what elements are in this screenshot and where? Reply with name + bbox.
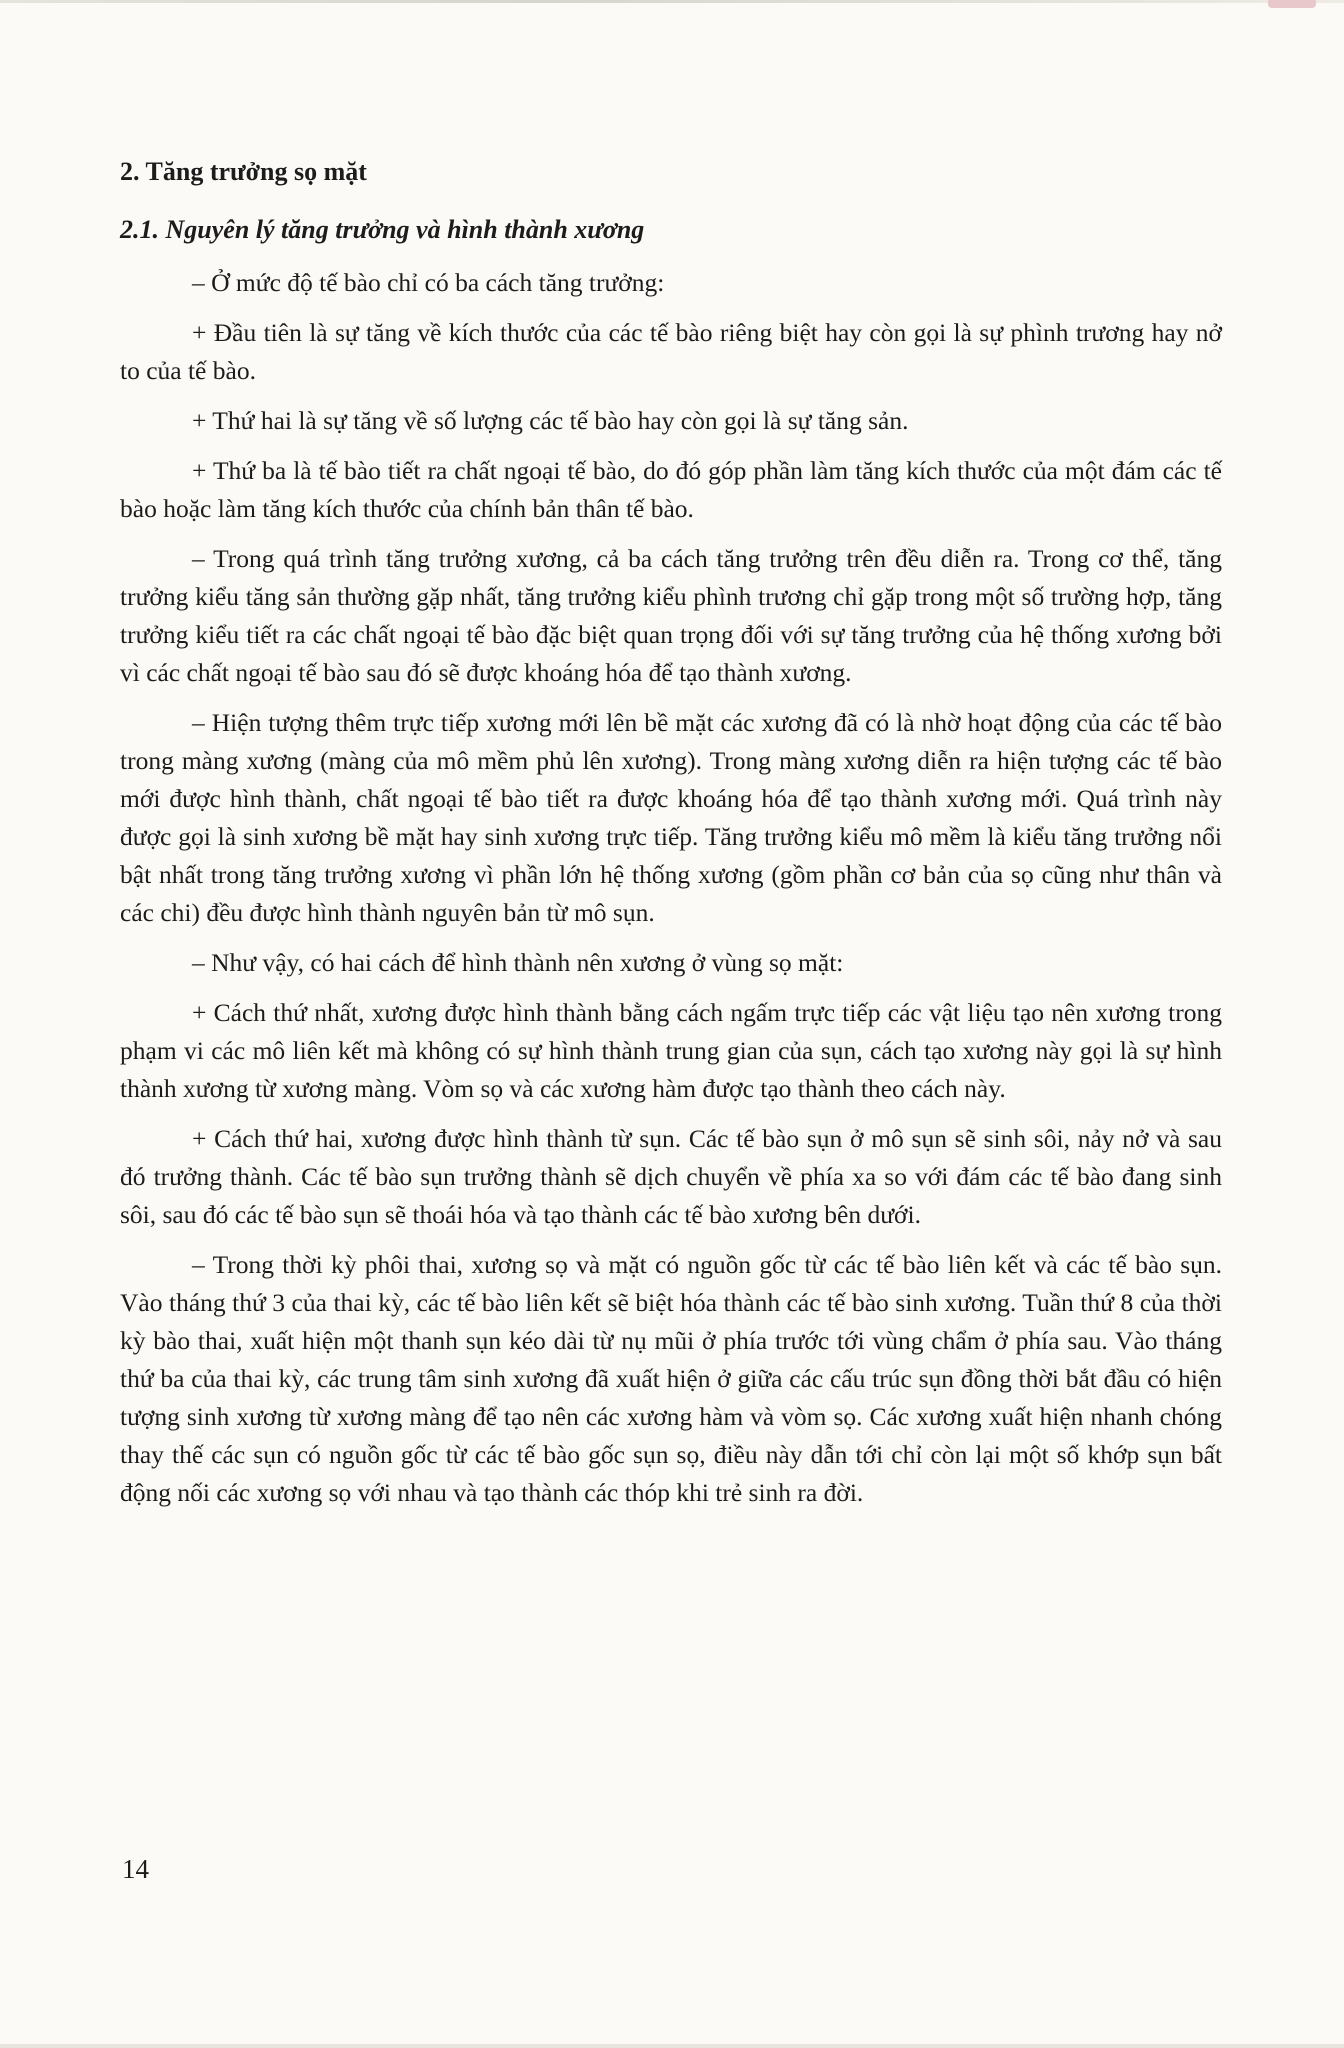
paragraph: + Cách thứ hai, xương được hình thành từ sụn. Các tế bào sụn ở mô sụn sẽ sinh sôi, nảy nở và sau đó trưởng thành. Các tế bào sụn trưởng thành sẽ dịch chuyển về phía xa so với đám các tế bào đang sinh sôi, sau đó các tế bào sụn sẽ thoái hóa và tạo thành các tế bào xương bên dưới. [120,1124,1222,1229]
section-title: 2. Tăng trưởng sọ mặt [120,157,367,186]
corner-mark [1268,0,1316,8]
paragraph: + Đầu tiên là sự tăng về kích thước của các tế bào riêng biệt hay còn gọi là sự phình trương hay nở to của tế bào. [120,318,1222,385]
top-edge [0,0,1344,3]
page-number: 14 [122,1854,149,1884]
paragraph: – Ở mức độ tế bào chỉ có ba cách tăng trưởng: [192,268,665,297]
subsection-title: 2.1. Nguyên lý tăng trưởng và hình thành xương [120,215,645,244]
paragraph: + Cách thứ nhất, xương được hình thành bằng cách ngấm trực tiếp các vật liệu tạo nên xương trong phạm vi các mô liên kết mà không có sự hình thành trung gian của sụn, cách tạo xương này gọi là sự hình thành xương từ xương màng. Vòm sọ và các xương hàm được tạo thành theo cách này. [120,998,1222,1103]
bottom-edge [0,2044,1344,2048]
paragraph: – Trong thời kỳ phôi thai, xương sọ và mặt có nguồn gốc từ các tế bào liên kết và các tế bào sụn. Vào tháng thứ 3 của thai kỳ, các tế bào liên kết sẽ biệt hóa thành các tế bào sinh xương. Tuần thứ 8 của thời kỳ bào thai, xuất hiện một thanh sụn kéo dài từ nụ mũi ở phía trước tới vùng chẩm ở phía sau. Vào tháng thứ ba của thai kỳ, các trung tâm sinh xương đã xuất hiện ở giữa các cấu trúc sụn đồng thời bắt đầu có hiện tượng sinh xương từ xương màng để tạo nên các xương hàm và vòm sọ. Các xương xuất hiện nhanh chóng thay thế các sụn có nguồn gốc từ các tế bào gốc sụn sọ, điều này dẫn tới chỉ còn lại một số khớp sụn bất động nối các xương sọ với nhau và tạo thành các thóp khi trẻ sinh ra đời. [120,1250,1222,1507]
paragraph: + Thứ ba là tế bào tiết ra chất ngoại tế bào, do đó góp phần làm tăng kích thước của một đám các tế bào hoặc làm tăng kích thước của chính bản thân tế bào. [120,456,1222,523]
paragraph: + Thứ hai là sự tăng về số lượng các tế bào hay còn gọi là sự tăng sản. [192,406,909,435]
paragraph: – Trong quá trình tăng trưởng xương, cả ba cách tăng trưởng trên đều diễn ra. Trong cơ thể, tăng trưởng kiểu tăng sản thường gặp nhất, tăng trưởng kiểu phình trương chỉ gặp trong một số trường hợp, tăng trưởng kiểu tiết ra các chất ngoại tế bào đặc biệt quan trọng đối với sự tăng trưởng của hệ thống xương bởi vì các chất ngoại tế bào sau đó sẽ được khoáng hóa để tạo thành xương. [120,544,1222,687]
paragraph: – Hiện tượng thêm trực tiếp xương mới lên bề mặt các xương đã có là nhờ hoạt động của các tế bào trong màng xương (màng của mô mềm phủ lên xương). Trong màng xương diễn ra hiện tượng các tế bào mới được hình thành, chất ngoại tế bào tiết ra được khoáng hóa để tạo thành xương mới. Quá trình này được gọi là sinh xương bề mặt hay sinh xương trực tiếp. Tăng trưởng kiểu mô mềm là kiểu tăng trưởng nổi bật nhất trong tăng trưởng xương vì phần lớn hệ thống xương (gồm phần cơ bản của sọ cũng như thân và các chi) đều được hình thành nguyên bản từ mô sụn. [120,708,1222,927]
paragraph: – Như vậy, có hai cách để hình thành nên xương ở vùng sọ mặt: [192,948,844,977]
